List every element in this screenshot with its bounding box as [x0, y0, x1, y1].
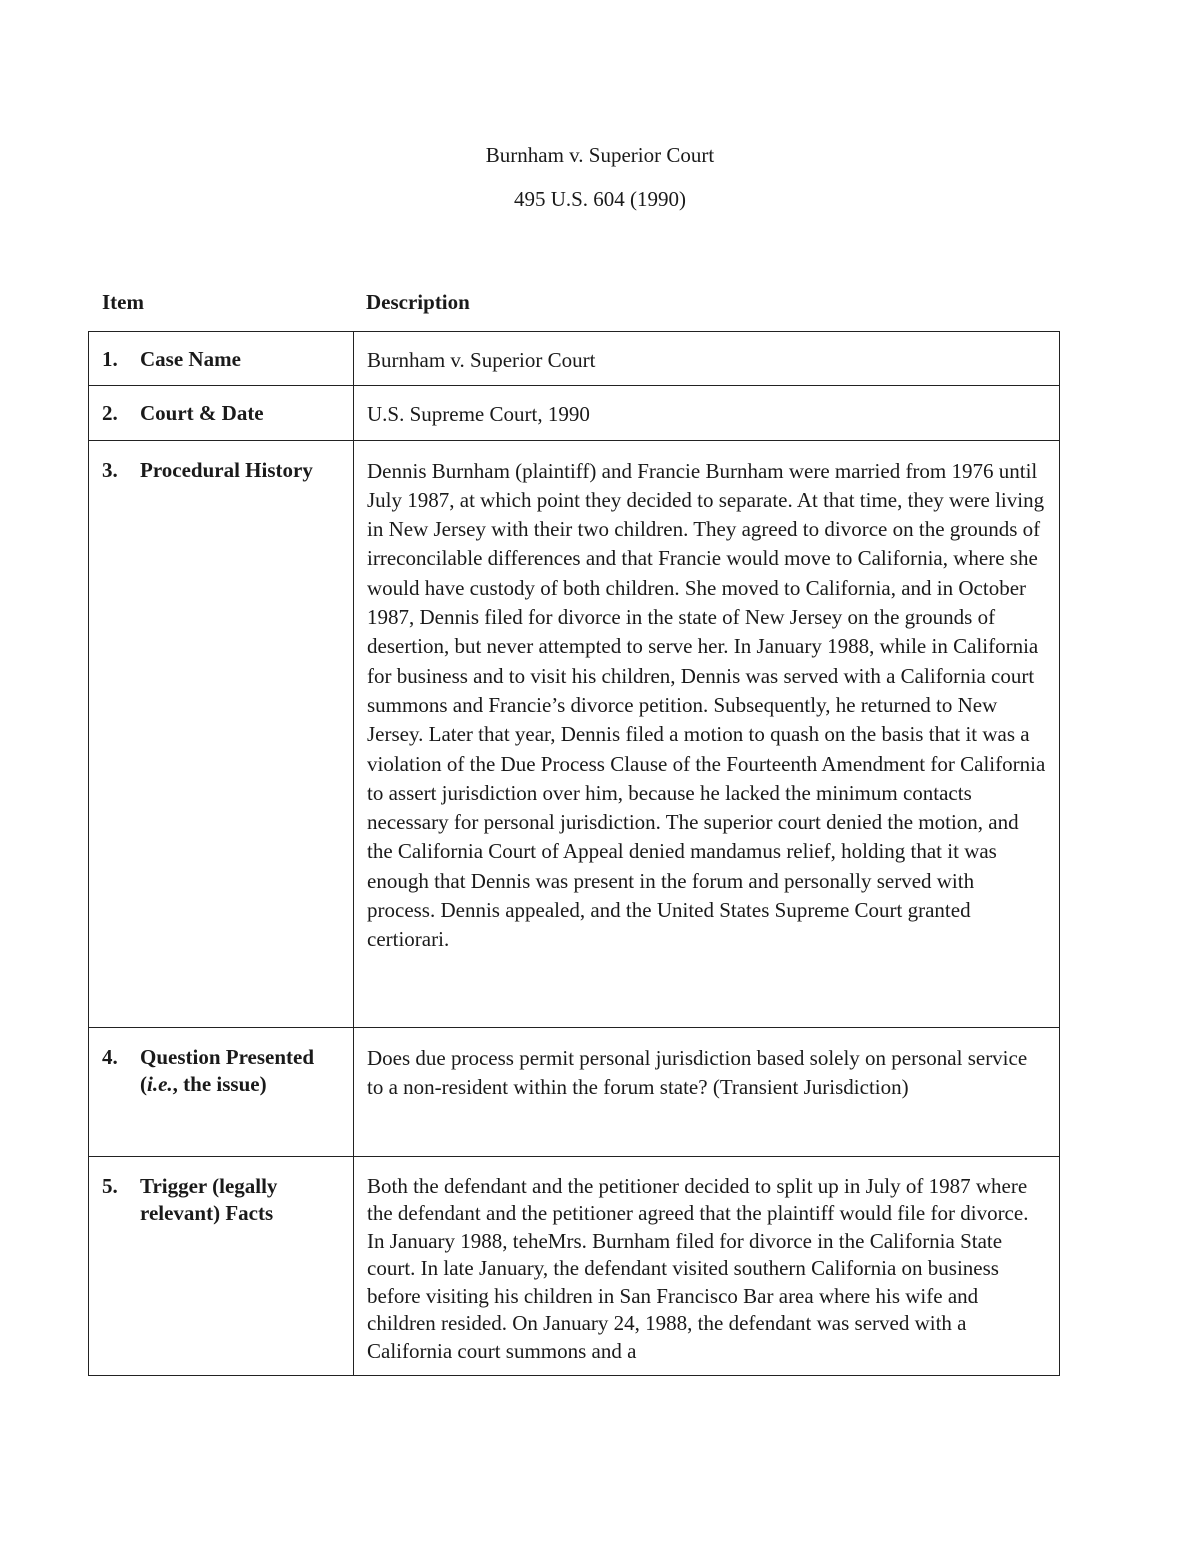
item-cell	[89, 1156, 354, 1376]
table-row	[89, 1027, 1060, 1156]
document-title-block	[0, 140, 1200, 214]
description-cell: Dennis Burnham (plaintiff) and Francie Burnham were married from 1976 until July 1987, at which point they decided to separate. At that time, they were living in New Jersey with their two children. They agreed to divorce on the grounds of irreconcilable differences and that Francie would move to California, where she would have custody of both children. She moved to California, and in October 1987, Dennis filed for divorce in the state of New Jersey on the grounds of desertion, but never attempted to serve her. In January 1988, while in California for business and to visit his children, Dennis was served with a California court summons and Francie’s divorce petition. Subsequently, he returned to New Jersey. Later that year, Dennis filed a motion to quash on the basis that it was a violation of the Due Process Clause of the Fourteenth Amendment for California to assert jurisdiction over him, because he lacked the minimum contacts necessary for personal jurisdiction. The superior court denied the motion, and the California Court of Appeal denied mandamus relief, holding that it was enough that Dennis was present in the forum and personally served with process. Dennis appealed, and the United States Supreme Court granted certiorari.	[354, 440, 1060, 1027]
item-label	[140, 1044, 341, 1098]
case-citation: 495 U.S. 604 (1990)	[513, 187, 687, 211]
item-cell	[89, 386, 354, 440]
item-label: Court & Date	[140, 401, 264, 426]
table-row	[89, 332, 1060, 386]
description-cell: Burnham v. Superior Court	[354, 332, 1060, 386]
item-number: 4.	[102, 1044, 118, 1069]
item-cell	[89, 1027, 354, 1156]
table-row	[89, 1156, 1060, 1376]
item-number: 2.	[102, 401, 118, 426]
item-label-part2: , the issue)	[172, 1071, 267, 1096]
item-number: 3.	[102, 457, 118, 482]
description-cell: Both the defendant and the petitioner decided to split up in July of 1987 where the defendant and the petitioner agreed that the plaintiff would file for divorce. In January 1988, teheMrs. Burnham filed for divorce in the California State court. In late January, the defendant visited southern California on business before visiting his children in San Francisco Bar area where his wife and children resided. On January 24, 1988, the defendant was served with a California court summons and a	[354, 1156, 1060, 1376]
item-label-italic: i.e.	[147, 1071, 173, 1096]
item-label: Case Name	[140, 347, 241, 371]
item-label-part1: Question Presented (	[140, 1044, 315, 1096]
item-label: Procedural History	[140, 457, 313, 482]
item-number: 5.	[102, 1173, 118, 1198]
table-row	[89, 440, 1060, 1027]
item-number: 1.	[102, 347, 118, 371]
case-brief-table	[88, 331, 1060, 1376]
header-description: Description	[366, 290, 470, 314]
case-title: Burnham v. Superior Court	[485, 143, 715, 167]
description-cell: Does due process permit personal jurisdiction based solely on personal service to a non-resident within the forum state? (Transient Jurisdiction)	[354, 1027, 1060, 1156]
item-cell	[89, 440, 354, 1027]
table-row	[89, 386, 1060, 440]
item-cell	[89, 332, 354, 386]
item-label: Trigger (legally relevant) Facts	[140, 1173, 278, 1225]
table-header	[88, 290, 1060, 320]
header-item: Item	[102, 290, 144, 314]
description-cell: U.S. Supreme Court, 1990	[354, 386, 1060, 440]
